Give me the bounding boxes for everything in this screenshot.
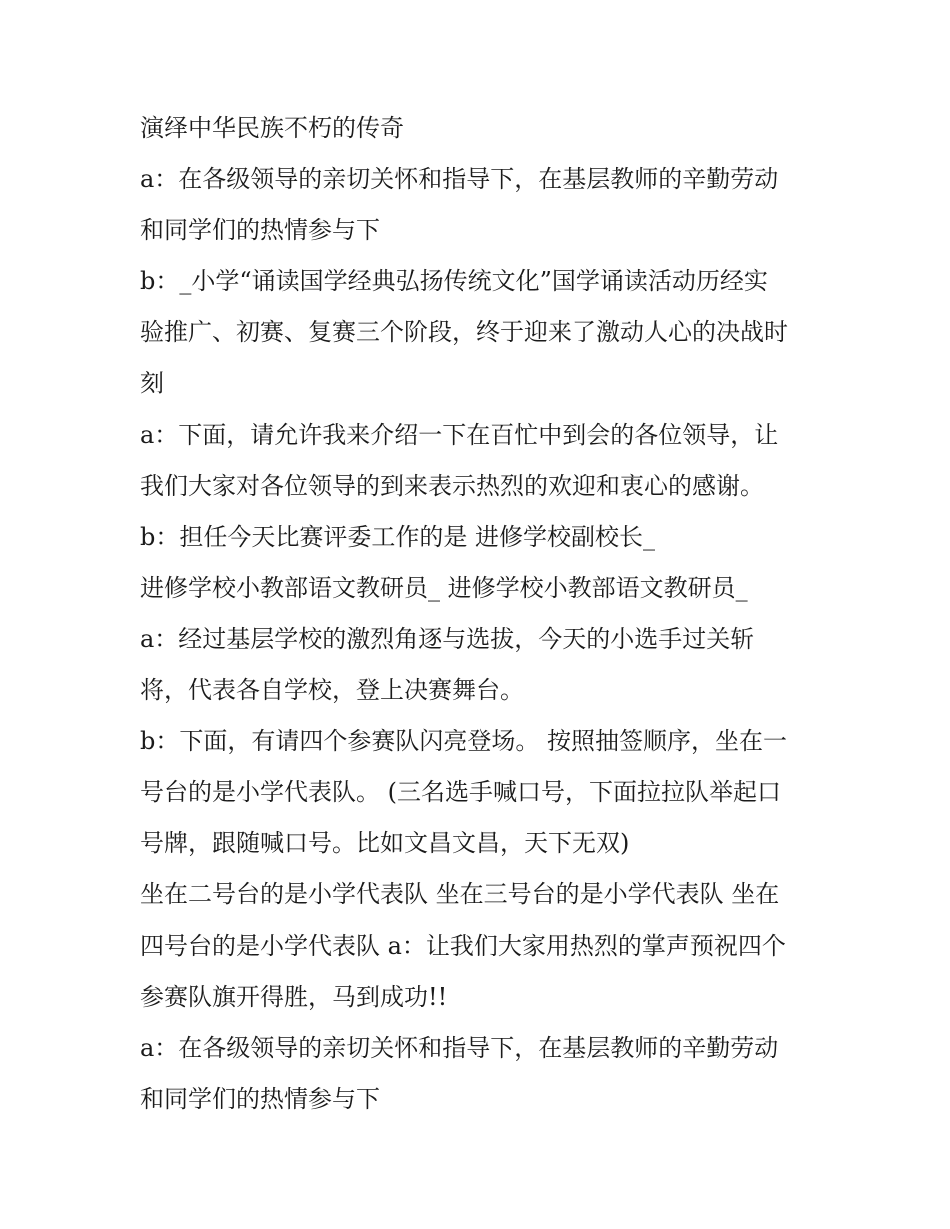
text-line: b：_小学“诵读国学经典弘扬传统文化”国学诵读活动历经实 bbox=[140, 267, 768, 296]
text-line: 号牌，跟随喊口号。比如文昌文昌，天下无双) bbox=[140, 829, 630, 858]
text-line: 将，代表各自学校，登上决赛舞台。 bbox=[140, 676, 524, 705]
text-line: a：在各级领导的亲切关怀和指导下，在基层教师的辛勤劳动 bbox=[140, 165, 779, 194]
text-line: a：经过基层学校的激烈角逐与选拔，今天的小选手过关斩 bbox=[140, 624, 755, 653]
text-line: 和同学们的热情参与下 bbox=[140, 216, 380, 245]
text-line: 参赛队旗开得胜，马到成功!! bbox=[140, 982, 448, 1011]
text-line: 坐在二号台的是小学代表队 坐在三号台的是小学代表队 坐在 bbox=[140, 880, 780, 909]
text-line: 刻 bbox=[140, 369, 164, 398]
text-line: b：担任今天比赛评委工作的是 进修学校副校长_ bbox=[140, 522, 655, 551]
text-line: b：下面，有请四个参赛队闪亮登场。 按照抽签顺序，坐在一 bbox=[140, 727, 787, 756]
text-line: 四号台的是小学代表队 a：让我们大家用热烈的掌声预祝四个 bbox=[140, 931, 786, 960]
text-line: 演绎中华民族不朽的传奇 bbox=[140, 114, 404, 142]
text-line: 和同学们的热情参与下 bbox=[140, 1084, 380, 1113]
text-line: 号台的是小学代表队。 (三名选手喊口号，下面拉拉队举起口 bbox=[140, 778, 781, 807]
text-line: 我们大家对各位领导的到来表示热烈的欢迎和衷心的感谢。 bbox=[140, 471, 764, 500]
text-line: a：在各级领导的亲切关怀和指导下，在基层教师的辛勤劳动 bbox=[140, 1033, 779, 1062]
text-line: 验推广、初赛、复赛三个阶段，终于迎来了激动人心的决战时 bbox=[140, 318, 788, 347]
text-line: a：下面，请允许我来介绍一下在百忙中到会的各位领导，让 bbox=[140, 420, 779, 449]
text-line: 进修学校小教部语文教研员_ 进修学校小教部语文教研员_ bbox=[140, 573, 748, 602]
document-body bbox=[140, 103, 820, 1125]
